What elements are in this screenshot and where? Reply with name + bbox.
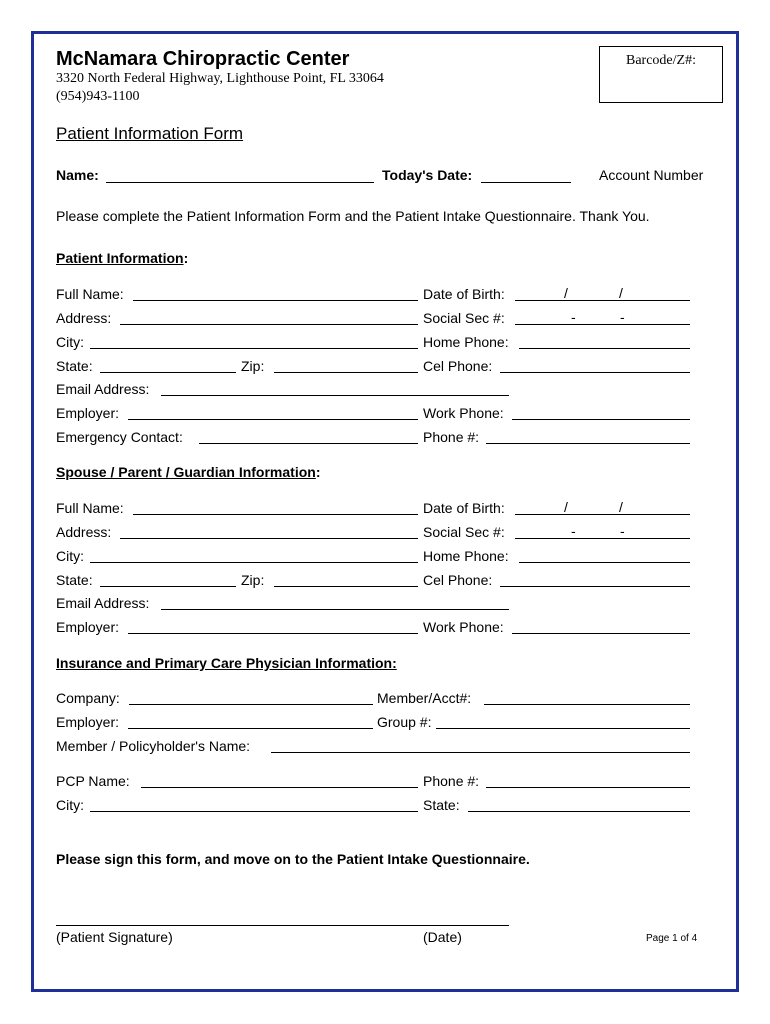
spouse-full-name-field[interactable]: [133, 514, 418, 515]
patient-employer-label: Employer:: [56, 405, 120, 421]
patient-dob-label: Date of Birth:: [423, 286, 505, 302]
patient-emergency-field[interactable]: [199, 443, 418, 444]
spouse-dob-slash-1: /: [564, 499, 568, 515]
barcode-box[interactable]: Barcode/Z#:: [599, 46, 723, 103]
patient-emergency-label: Emergency Contact:: [56, 429, 183, 445]
patient-dob-slash-1: /: [564, 285, 568, 301]
pcp-state-label: State:: [423, 797, 460, 813]
patient-work-phone-field[interactable]: [512, 419, 690, 420]
patient-ssn-label: Social Sec #:: [423, 310, 505, 326]
patient-signature-label: (Patient Signature): [56, 929, 173, 945]
spouse-zip-field[interactable]: [274, 586, 418, 587]
patient-email-field[interactable]: [161, 395, 509, 396]
spouse-work-phone-label: Work Phone:: [423, 619, 504, 635]
pcp-state-field[interactable]: [468, 811, 690, 812]
clinic-name: McNamara Chiropractic Center: [56, 48, 350, 70]
spouse-address-label: Address:: [56, 524, 112, 540]
patient-dob-slash-2: /: [619, 285, 623, 301]
spouse-dob-field[interactable]: [515, 514, 690, 515]
patient-home-phone-field[interactable]: [519, 348, 690, 349]
spouse-email-field[interactable]: [161, 609, 509, 610]
spouse-city-label: City:: [56, 548, 84, 564]
patient-city-field[interactable]: [90, 348, 418, 349]
spouse-cel-phone-label: Cel Phone:: [423, 572, 493, 588]
patient-email-label: Email Address:: [56, 381, 150, 397]
patient-dob-field[interactable]: [515, 300, 690, 301]
spouse-info-heading: [56, 464, 321, 480]
clinic-address: 3320 North Federal Highway, Lighthouse Point, FL 33064: [56, 71, 384, 86]
insurance-employer-label: Employer:: [56, 714, 120, 730]
insurance-member-acct-label: Member/Acct#:: [377, 690, 472, 706]
patient-home-phone-label: Home Phone:: [423, 334, 509, 350]
spouse-email-label: Email Address:: [56, 595, 150, 611]
spouse-ssn-dash-2: -: [620, 523, 625, 539]
spouse-info-heading-colon: :: [315, 464, 321, 480]
insurance-group-field[interactable]: [436, 728, 690, 729]
patient-full-name-field[interactable]: [133, 300, 418, 301]
patient-info-heading-colon: :: [183, 250, 189, 266]
spouse-ssn-dash-1: -: [571, 523, 576, 539]
spouse-employer-label: Employer:: [56, 619, 120, 635]
patient-info-heading: [56, 250, 188, 266]
spouse-dob-slash-2: /: [619, 499, 623, 515]
spouse-state-field[interactable]: [100, 586, 236, 587]
name-field[interactable]: [106, 182, 374, 183]
instructions-text: Please complete the Patient Information Form and the Patient Intake Questionnaire. Thank You.: [56, 208, 650, 224]
patient-ssn-dash-2: -: [620, 309, 625, 325]
spouse-info-heading-text: Spouse / Parent / Guardian Information: [56, 464, 316, 480]
form-title: Patient Information Form: [56, 124, 244, 143]
patient-work-phone-label: Work Phone:: [423, 405, 504, 421]
spouse-home-phone-label: Home Phone:: [423, 548, 509, 564]
pcp-name-field[interactable]: [141, 787, 418, 788]
patient-employer-field[interactable]: [128, 419, 418, 420]
spouse-city-field[interactable]: [90, 562, 418, 563]
spouse-ssn-label: Social Sec #:: [423, 524, 505, 540]
date-label: (Date): [423, 929, 462, 945]
patient-state-field[interactable]: [100, 372, 236, 373]
patient-address-label: Address:: [56, 310, 112, 326]
insurance-heading: Insurance and Primary Care Physician Information:: [56, 655, 397, 671]
policyholder-name-label: Member / Policyholder's Name:: [56, 738, 251, 754]
page-number: Page 1 of 4: [646, 933, 698, 944]
patient-phone-label: Phone #:: [423, 429, 480, 445]
pcp-phone-label: Phone #:: [423, 773, 480, 789]
spouse-state-label: State:: [56, 572, 93, 588]
spouse-work-phone-field[interactable]: [512, 633, 690, 634]
spouse-cel-phone-field[interactable]: [500, 586, 690, 587]
spouse-employer-field[interactable]: [128, 633, 418, 634]
patient-zip-label: Zip:: [241, 358, 265, 374]
signature-line[interactable]: [56, 925, 509, 926]
clinic-phone: (954)943-1100: [56, 89, 140, 104]
spouse-home-phone-field[interactable]: [519, 562, 690, 563]
patient-full-name-label: Full Name:: [56, 286, 124, 302]
patient-zip-field[interactable]: [274, 372, 418, 373]
spouse-address-field[interactable]: [120, 538, 418, 539]
policyholder-name-field[interactable]: [271, 752, 690, 753]
patient-state-label: State:: [56, 358, 93, 374]
patient-phone-field[interactable]: [486, 443, 690, 444]
spouse-zip-label: Zip:: [241, 572, 265, 588]
insurance-company-field[interactable]: [129, 704, 373, 705]
pcp-name-label: PCP Name:: [56, 773, 130, 789]
sign-instruction: Please sign this form, and move on to the Patient Intake Questionnaire.: [56, 851, 530, 867]
todays-date-field[interactable]: [481, 182, 571, 183]
patient-cel-phone-field[interactable]: [500, 372, 690, 373]
patient-address-field[interactable]: [120, 324, 418, 325]
pcp-city-field[interactable]: [90, 811, 418, 812]
todays-date-label: Today's Date:: [382, 167, 473, 183]
spouse-dob-label: Date of Birth:: [423, 500, 505, 516]
insurance-company-label: Company:: [56, 690, 120, 706]
spouse-ssn-field[interactable]: [515, 538, 690, 539]
pcp-phone-field[interactable]: [486, 787, 690, 788]
clinic-address-block: [56, 70, 384, 106]
patient-ssn-dash-1: -: [571, 309, 576, 325]
account-number-label: Account Number: [599, 167, 704, 183]
insurance-employer-field[interactable]: [128, 728, 373, 729]
pcp-city-label: City:: [56, 797, 84, 813]
insurance-group-label: Group #:: [377, 714, 432, 730]
name-label: Name:: [56, 167, 99, 183]
spouse-full-name-label: Full Name:: [56, 500, 124, 516]
patient-city-label: City:: [56, 334, 84, 350]
patient-info-heading-text: Patient Information: [56, 250, 184, 266]
insurance-member-acct-field[interactable]: [484, 704, 690, 705]
patient-ssn-field[interactable]: [515, 324, 690, 325]
patient-cel-phone-label: Cel Phone:: [423, 358, 493, 374]
